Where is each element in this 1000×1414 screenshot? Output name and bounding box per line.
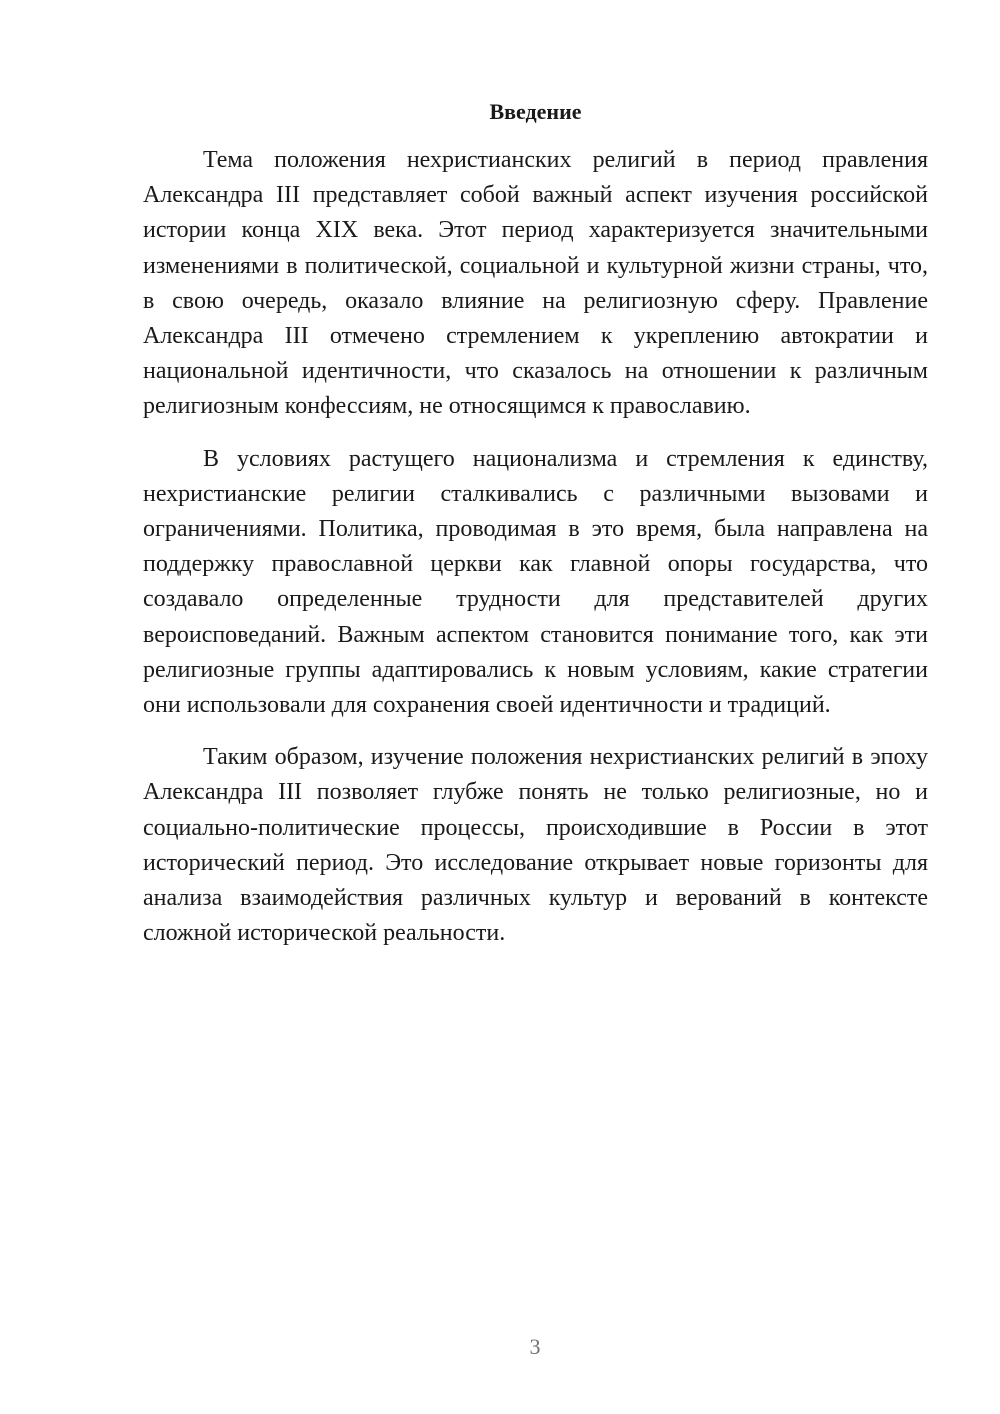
body-text <box>143 143 928 968</box>
paragraph-1: Тема положения нехристианских религий в период правления Александра III представляет собой важный аспект изучения российской истории конца XIX века. Этот период характеризуется значительными изменениями в политической, социальной и культурной жизни страны, что, в свою очередь, оказало влияние на религиозную сферу. Правление Александра III отмечено стремлением к укреплению автократии и национальной идентичности, что сказалось на отношении к различным религиозным конфессиям, не относящимся к православию. <box>143 147 928 420</box>
section-title: Введение <box>489 99 582 124</box>
paragraph-2: В условиях растущего национализма и стремления к единству, нехристианские религии сталкивались с различными вызовами и ограничениями. Политика, проводимая в это время, была направлена на поддержку православной церкви как главной опоры государства, что создавало определенные трудности для представителей других вероисповеданий. Важным аспектом становится понимание того, как эти религиозные группы адаптировались к новым условиям, какие стратегии они использовали для сохранения своей идентичности и традиций. <box>143 445 928 719</box>
page-number: 3 <box>529 1334 541 1359</box>
paragraph-3: Таким образом, изучение положения нехристианских религий в эпоху Александра III позволяет глубже понять не только религиозные, но и социально-политические процессы, происходившие в России в этот исторический период. Это исследование открывает новые горизонты для анализа взаимодействия различных культур и верований в контексте сложной исторической реальности. <box>143 744 928 947</box>
